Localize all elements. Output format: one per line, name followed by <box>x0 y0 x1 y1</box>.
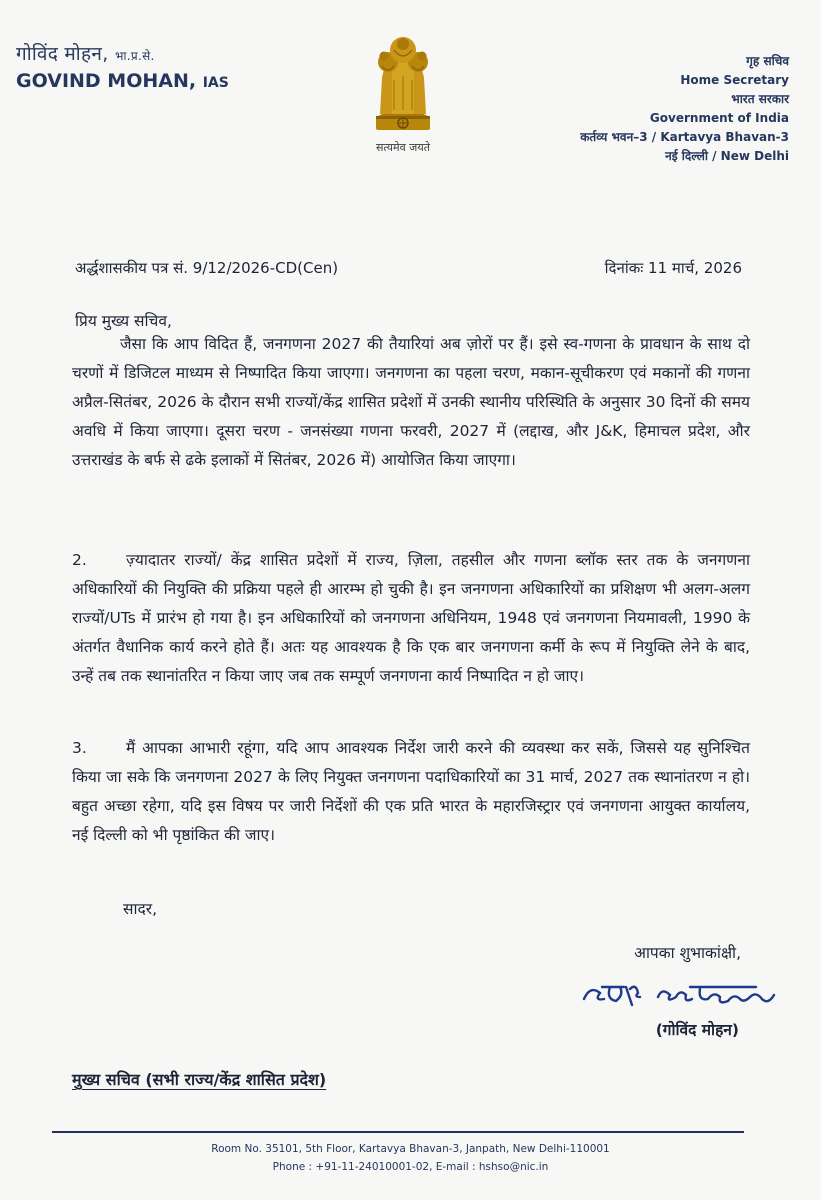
designation-hindi: गृह सचिव <box>746 54 789 68</box>
sender-name-hi: गोविंद मोहन, <box>16 43 109 65</box>
sender-suffix-en: IAS <box>202 75 229 91</box>
footer-address: Room No. 35101, 5th Floor, Kartavya Bhavan-3, Janpath, New Delhi-110001 <box>211 1143 610 1155</box>
closing: सादर, <box>123 900 157 918</box>
state-emblem-icon <box>364 30 442 136</box>
government-hindi: भारत सरकार <box>731 92 789 106</box>
sender-name-en: GOVIND MOHAN, <box>16 70 197 92</box>
sender-block <box>16 40 229 92</box>
office-block <box>529 52 789 166</box>
emblem-motto: सत्यमेव जयते <box>375 141 430 154</box>
addressee: मुख्य सचिव (सभी राज्य/केंद्र शासित प्रदेश) <box>72 1070 327 1089</box>
emblem-block <box>358 30 448 155</box>
signatory-name: (गोविंद मोहन) <box>655 1021 739 1039</box>
paragraph-3-number: 3. <box>72 739 87 757</box>
paragraph-2-text: ज़्यादातर राज्यों/ केंद्र शासित प्रदेशों में राज्य, ज़िला, तहसील और गणना ब्लॉक स्तर तक के जनगणना अधिकारियों की नियुक्ति की प्रक्रिया पहले ही आरम्भ हो चुकी है। इन जनगणना अधिकारियों का प्रशिक्षण भी अलग-अलग राज्यों/UTs में प्रारंभ हो गया है। इन अधिकारियों को जनगणना अधिनियम, 1948 एवं जनगणना नियमावली, 1990 के अंतर्गत वैधानिक कार्य करने होते हैं। अतः यह आवश्यक है कि एक बार जनगणना कर्मी के रूप में नियुक्ति लेने के बाद, उन्हें तब तक स्थानांतरित न किया जाए जब तक सम्पूर्ण जनगणना कार्य निष्पादित न हो जाए। <box>72 551 750 685</box>
reference-number: अर्द्धशासकीय पत्र सं. 9/12/2026-CD(Cen) <box>75 259 339 277</box>
paragraph-1: जैसा कि आप विदित हैं, जनगणना 2027 की तैयारियां अब ज़ोरों पर हैं। इसे स्व-गणना के प्रावधान के साथ दो चरणों में डिजिटल माध्यम से निष्पादित किया जाएगा। जनगणना का पहला चरण, मकान-सूचीकरण एवं मकानों की गणना अप्रैल-सितंबर, 2026 के दौरान सभी राज्यों/केंद्र शासित प्रदेशों में उनकी स्थानीय परिस्थिति के अनुसार 30 दिनों की समय अवधि में किया जाएगा। दूसरा चरण - जनसंख्या गणना फरवरी, 2027 में (लद्दाख, और J&K, हिमाचल प्रदेश, और उत्तराखंड के बर्फ से ढके इलाकों में सितंबर, 2026 में) आयोजित किया जाएगा। <box>72 335 750 469</box>
letter-date: दिनांकः 11 मार्च, 2026 <box>604 259 742 277</box>
sender-name-hindi <box>16 40 229 66</box>
paragraph-2-number: 2. <box>72 551 87 569</box>
footer-contact: Phone : +91-11-24010001-02, E-mail : hshso@nic.in <box>272 1161 549 1173</box>
valediction: आपका शुभाकांक्षी, <box>634 944 741 962</box>
handwritten-signature <box>580 975 780 1015</box>
footer-divider <box>52 1131 744 1133</box>
government-english: Government of India <box>649 111 789 125</box>
paragraph-2 <box>72 546 750 691</box>
reference-line <box>75 258 742 278</box>
paragraph-3-text: मैं आपका आभारी रहूंगा, यदि आप आवश्यक निर्देश जारी करने की व्यवस्था कर सकें, जिससे यह सुनिश्चित किया जा सके कि जनगणना 2027 के लिए नियुक्त जनगणना पदाधिकारियों का 31 मार्च, 2027 तक स्थानांतरण न हो। बहुत अच्छा रहेगा, यदि इस विषय पर जारी निर्देशों की एक प्रति भारत के महारजिस्ट्रार एवं जनगणना आयुक्त कार्यालय, नई दिल्ली को भी पृष्ठांकित की जाए। <box>72 739 750 844</box>
office-city: नई दिल्ली / New Delhi <box>665 149 789 163</box>
sender-suffix-hi: भा.प्र.से. <box>114 49 155 63</box>
designation-english: Home Secretary <box>680 73 789 87</box>
sender-name-english <box>16 70 229 92</box>
salutation: प्रिय मुख्य सचिव, <box>75 312 172 330</box>
paragraph-3 <box>72 734 750 850</box>
office-building: कर्तव्य भवन–3 / Kartavya Bhavan-3 <box>580 130 789 144</box>
